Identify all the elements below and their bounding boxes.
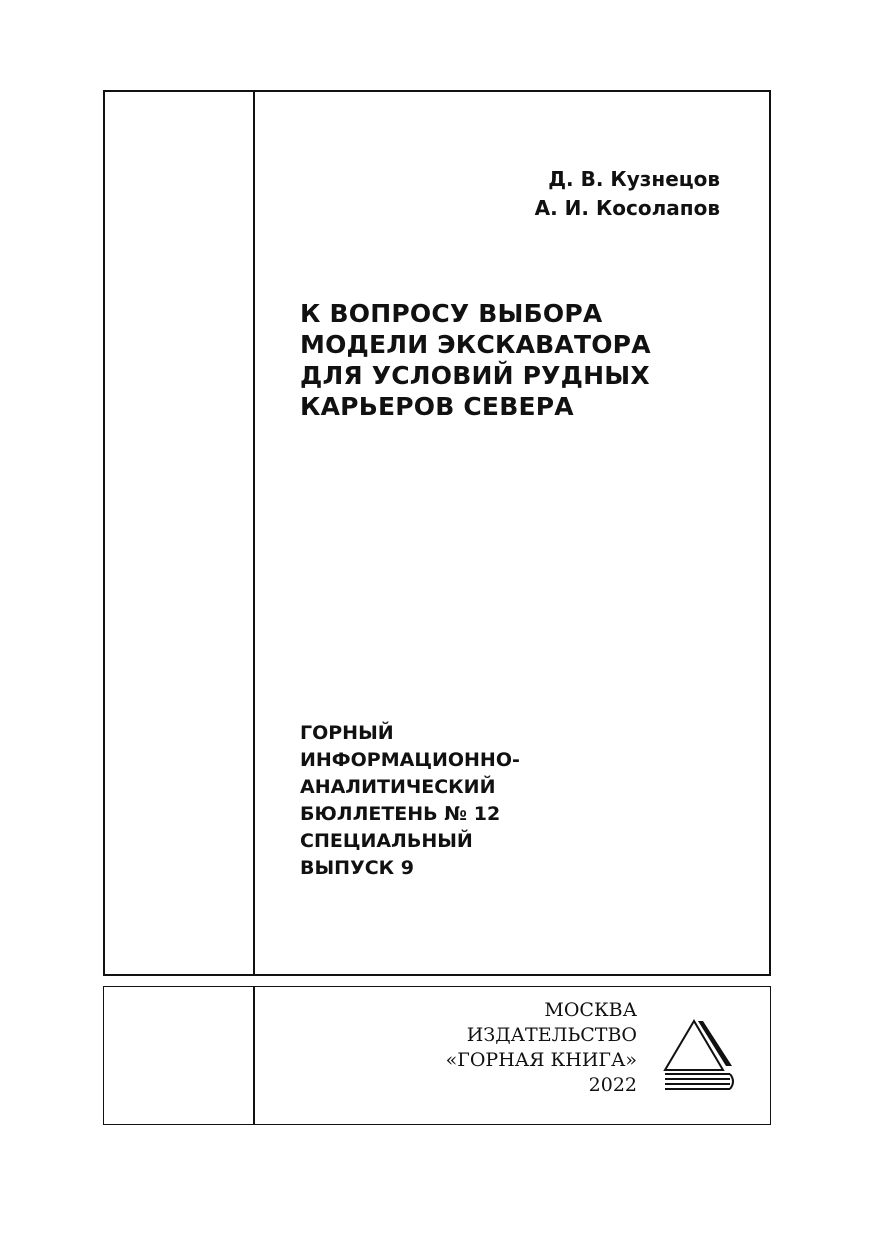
publisher-year: 2022: [588, 1074, 637, 1096]
title-line: ДЛЯ УСЛОВИЙ РУДНЫХ: [300, 361, 650, 390]
series-line: ВЫПУСК 9: [300, 857, 415, 879]
publisher-name: «ГОРНАЯ КНИГА»: [445, 1049, 637, 1071]
series-line: ГОРНЫЙ: [300, 722, 394, 744]
series-info: [300, 720, 520, 882]
publisher-city: МОСКВА: [544, 999, 637, 1021]
publisher-line: ИЗДАТЕЛЬСТВО: [466, 1024, 637, 1046]
title-line: К ВОПРОСУ ВЫБОРА: [300, 299, 603, 328]
publisher-logo-icon: [662, 1018, 738, 1094]
series-line: ИНФОРМАЦИОННО-: [300, 749, 520, 771]
publisher-block: [446, 998, 637, 1098]
series-line: СПЕЦИАЛЬНЫЙ: [300, 830, 473, 852]
author-1: Д. В. Кузнецов: [548, 167, 720, 191]
cover-divider-top: [253, 90, 255, 976]
book-title: [300, 298, 651, 422]
cover-divider-bottom: [253, 986, 255, 1125]
author-2: А. И. Косолапов: [534, 196, 720, 220]
series-line: БЮЛЛЕТЕНЬ № 12: [300, 803, 501, 825]
series-line: АНАЛИТИЧЕСКИЙ: [300, 776, 496, 798]
title-line: КАРЬЕРОВ СЕВЕРА: [300, 392, 574, 421]
title-line: МОДЕЛИ ЭКСКАВАТОРА: [300, 330, 651, 359]
authors-block: [535, 165, 720, 223]
